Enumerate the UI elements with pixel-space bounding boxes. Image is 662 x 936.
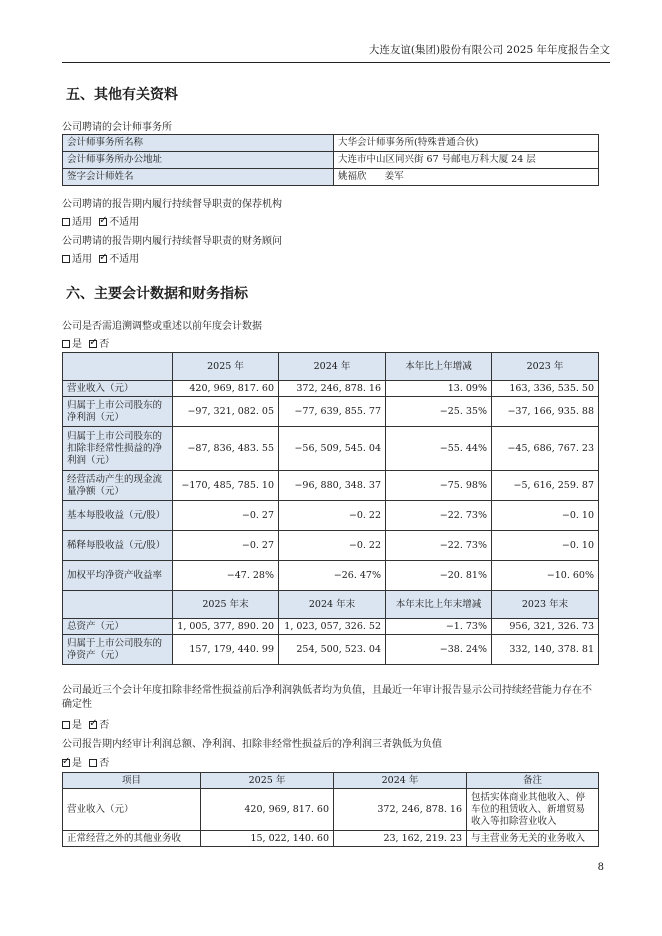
auditor-label: 会计师事务所名称 [63,135,334,152]
auditor-label: 签字会计师姓名 [63,169,334,186]
table-row [63,501,599,531]
checkbox-checked-icon [99,218,107,226]
table-row [63,635,599,665]
auditor-table [62,134,599,186]
row-label: 营业收入（元） [63,381,173,397]
checkbox-checked-icon [99,255,107,263]
remark-cell: 与主营业务无关的业务收入 [467,831,599,847]
cell-value: −0. 10 [492,531,599,561]
auditor-value: 姚福欣 姜军 [334,169,599,186]
table-row [63,531,599,561]
table-header-row [63,591,599,619]
header-cell: 本年末比上年末增减 [386,591,492,619]
table-row [63,381,599,397]
header-cell: 备注 [467,773,599,789]
advisor-intro: 公司聘请的报告期内履行持续督导职责的财务顾问 [62,236,282,247]
checkbox-unchecked-icon [62,255,70,263]
auditor-value: 大连市中山区同兴街 67 号邮电万科大厦 24 层 [334,152,599,169]
auditor-intro: 公司聘请的会计师事务所 [62,122,172,133]
cell-value: 956, 321, 326. 73 [492,619,599,635]
cell-value: 372, 246, 878. 16 [279,381,386,397]
remark-cell: 包括实体商业其他收入、停车位的租赁收入、新增贸易收入等扣除营业收入 [467,789,599,831]
cell-value: −38. 24% [386,635,492,665]
cell-value: 420, 969, 817. 60 [201,789,334,831]
header-cell: 2023 年 [492,353,599,381]
checkbox-unchecked-icon [62,721,70,729]
row-label: 营业收入（元） [63,789,201,831]
checkbox-unchecked-icon [62,340,70,348]
cell-value: −170, 485, 785. 10 [173,471,279,501]
table-header-row [63,353,599,381]
auditor-value: 大华会计师事务所(特殊普通合伙) [334,135,599,152]
row-label: 归属于上市公司股东的扣除非经常性损益的净利润（元） [63,427,173,471]
cell-value: 23, 162, 219. 23 [334,831,467,847]
row-label: 归属于上市公司股东的净资产（元） [63,635,173,665]
cell-value: 372, 246, 878. 16 [334,789,467,831]
checkbox-unchecked-icon [62,218,70,226]
checkbox-checked-icon [89,721,97,729]
going-concern-question: 公司最近三个会计年度扣除非经常性损益前后净利润孰低者均为负值，且最近一年审计报告显示公司持续经营能力存在不确定性 [62,685,592,710]
cell-value: −20. 81% [386,561,492,591]
cell-value: −22. 73% [386,531,492,561]
cell-value: −96, 880, 348. 37 [279,471,386,501]
checkbox-checked-icon [62,759,70,767]
auditor-label: 会计师事务所办公地址 [63,152,334,169]
header-cell [63,353,173,381]
cell-value: 163, 336, 535. 50 [492,381,599,397]
header-cell: 2025 年末 [173,591,279,619]
table-row [63,789,599,831]
table-header-row [63,773,599,789]
cell-value: −0. 27 [173,531,279,561]
cell-value: −1. 73% [386,619,492,635]
cell-value: −0. 22 [279,501,386,531]
auditor-row [63,135,599,152]
cell-value: −45, 686, 767. 23 [492,427,599,471]
section5-title: 五、其他有关资料 [66,87,178,103]
restate-options: 是 ✓ 否 [62,335,109,350]
row-label: 稀释每股收益（元/股） [63,531,173,561]
cell-value: 420, 969, 817. 60 [173,381,279,397]
checkbox-unchecked-icon [89,759,97,767]
row-label: 归属于上市公司股东的净利润（元） [63,397,173,427]
cell-value: 1, 023, 057, 326. 52 [279,619,386,635]
header-cell: 2025 年 [201,773,334,789]
cell-value: 157, 179, 440. 99 [173,635,279,665]
revenue-deduction-table [62,772,599,847]
cell-value: 13. 09% [386,381,492,397]
header-cell [63,591,173,619]
cell-value: −5, 616, 259. 87 [492,471,599,501]
table-row [63,619,599,635]
negative-profit-question: 公司报告期内经审计利润总额、净利润、扣除非经常性损益后的净利润三者孰低为负值 [62,739,442,750]
cell-value: −75. 98% [386,471,492,501]
header-cell: 2025 年 [173,353,279,381]
auditor-row [63,152,599,169]
table-row [63,561,599,591]
cell-value: 15, 022, 140. 60 [201,831,334,847]
row-label: 基本每股收益（元/股） [63,501,173,531]
section6-title: 六、主要会计数据和财务指标 [66,286,248,302]
sponsor-intro: 公司聘请的报告期内履行持续督导职责的保荐机构 [62,199,282,210]
header-cell: 本年比上年增减 [386,353,492,381]
auditor-row [63,169,599,186]
cell-value: −37, 166, 935. 88 [492,397,599,427]
table-row [63,427,599,471]
cell-value: −55. 44% [386,427,492,471]
sponsor-options: 适用 ✓ 不适用 [62,213,139,228]
restate-question: 公司是否需追溯调整或重述以前年度会计数据 [62,321,262,332]
cell-value: −0. 10 [492,501,599,531]
table-row [63,471,599,501]
header-rule [62,62,610,63]
key-financials-table [62,352,599,665]
cell-value: −26. 47% [279,561,386,591]
row-label: 正常经营之外的其他业务收 [63,831,201,847]
header-cell: 2024 年 [334,773,467,789]
cell-value: −77, 639, 855. 77 [279,397,386,427]
running-header: 大连友谊(集团)股份有限公司 2025 年年度报告全文 [368,44,610,56]
row-label: 经营活动产生的现金流量净额（元） [63,471,173,501]
row-label: 加权平均净资产收益率 [63,561,173,591]
table-row [63,831,599,847]
checkbox-checked-icon [89,340,97,348]
cell-value: −22. 73% [386,501,492,531]
cell-value: −25. 35% [386,397,492,427]
cell-value: −47. 28% [173,561,279,591]
header-cell: 2024 年末 [279,591,386,619]
table-row [63,397,599,427]
cell-value: −97, 321, 082. 05 [173,397,279,427]
cell-value: −87, 836, 483. 55 [173,427,279,471]
cell-value: −0. 27 [173,501,279,531]
cell-value: −10. 60% [492,561,599,591]
advisor-options: 适用 ✓ 不适用 [62,250,139,265]
page-number: 8 [597,862,604,873]
cell-value: 332, 140, 378. 81 [492,635,599,665]
cell-value: 254, 500, 523. 04 [279,635,386,665]
going-concern-options: 是 ✓ 否 [62,716,109,731]
row-label: 总资产（元） [63,619,173,635]
cell-value: −56, 509, 545. 04 [279,427,386,471]
header-cell: 项目 [63,773,201,789]
negative-profit-options: ✓是 否 [62,754,109,769]
header-cell: 2024 年 [279,353,386,381]
header-cell: 2023 年末 [492,591,599,619]
cell-value: −0. 22 [279,531,386,561]
cell-value: 1, 005, 377, 890. 20 [173,619,279,635]
